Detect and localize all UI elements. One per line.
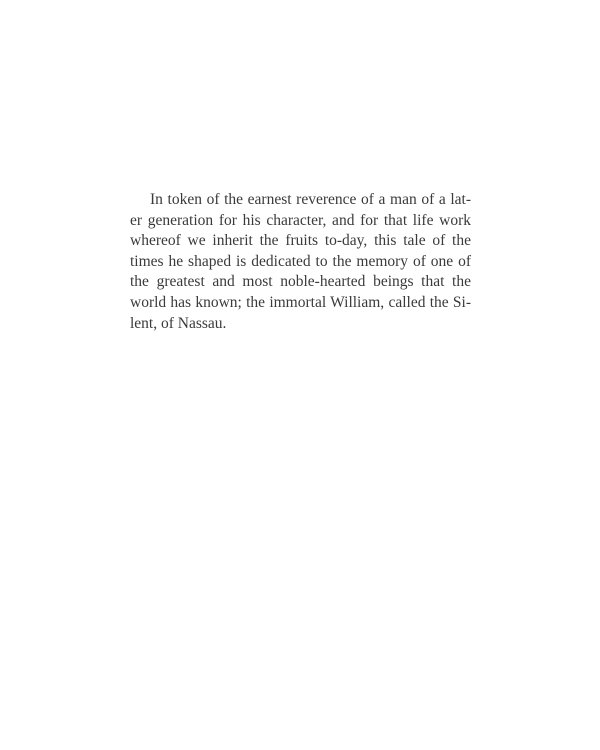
dedication-line: world has known; the immortal William, called the Si- xyxy=(130,293,471,311)
dedication-line: In token of the earnest reverence of a man of a lat- xyxy=(150,191,471,208)
dedication-line: whereof we inherit the fruits to-day, this tale of the xyxy=(130,232,471,250)
dedication-paragraph xyxy=(130,190,471,334)
dedication-line: lent, of Nassau. xyxy=(130,314,227,332)
dedication-line: times he shaped is dedicated to the memory of one of xyxy=(130,252,471,270)
dedication-line: er generation for his character, and for that life work xyxy=(130,211,471,229)
dedication-line: the greatest and most noble-hearted beings that the xyxy=(130,273,471,291)
